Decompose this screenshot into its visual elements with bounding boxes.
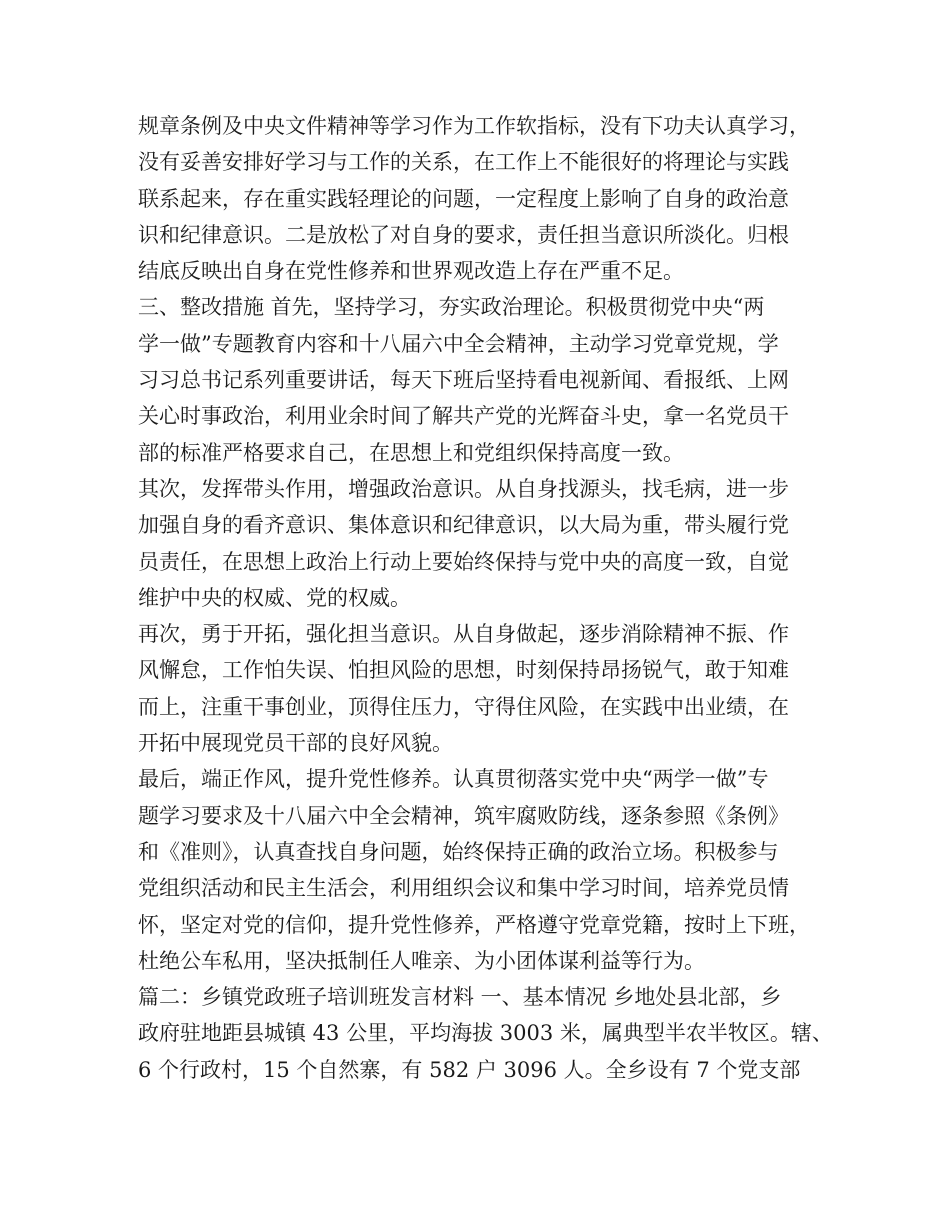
text-line: 关心时事政治，利用业余时间了解共产党的光辉奋斗史，拿一名党员干 — [138, 404, 789, 429]
text-line: 再次，勇于开拓，强化担当意识。从自身做起，逐步消除精神不振、作 — [138, 622, 789, 647]
text-line: 最后，端正作风，提升党性修养。认真贯彻落实党中央“两学一做”专 — [138, 767, 769, 792]
text-line: 没有妥善安排好学习与工作的关系，在工作上不能很好的将理论与实践 — [138, 150, 789, 175]
text-line: 风懈怠，工作怕失误、怕担风险的思想，时刻保持昂扬锐气，敢于知难 — [138, 658, 789, 683]
text-line: 篇二：乡镇党政班子培训班发言材料 一、基本情况 乡地处县北部，乡 — [138, 985, 782, 1010]
text-line: 杜绝公车私用，坚决抵制任人唯亲、为小团体谋利益等行为。 — [138, 948, 705, 973]
text-line: 怀，坚定对党的信仰，提升党性修养，严格遵守党章党籍，按时上下班， — [138, 912, 810, 937]
text-line: 开拓中展现党员干部的良好风貌。 — [138, 731, 453, 756]
text-line: 联系起来，存在重实践轻理论的问题，一定程度上影响了自身的政治意 — [138, 186, 789, 211]
text-line: 题学习要求及十八届六中全会精神，筑牢腐败防线，逐条参照《条例》 — [138, 803, 789, 828]
text-line: 维护中央的权威、党的权威。 — [138, 585, 411, 610]
text-line: 和《准则》，认真查找自身问题，始终保持正确的政治立场。积极参与 — [138, 839, 779, 864]
text-line: 加强自身的看齐意识、集体意识和纪律意识，以大局为重，带头履行党 — [138, 513, 789, 538]
text-line: 员责任，在思想上政治上行动上要始终保持与党中央的高度一致，自觉 — [138, 549, 789, 574]
text-line: 政府驻地距县城镇 43 公里，平均海拔 3003 米，属典型半农半牧区。辖、 — [138, 1021, 833, 1046]
text-line: 习习总书记系列重要讲话，每天下班后坚持看电视新闻、看报纸、上网 — [138, 368, 789, 393]
text-line: 结底反映出自身在党性修养和世界观改造上存在严重不足。 — [138, 259, 684, 284]
text-line: 其次，发挥带头作用，增强政治意识。从自身找源头，找毛病，进一步 — [138, 476, 789, 501]
text-line: 6 个行政村，15 个自然寨，有 582 户 3096 人。全乡设有 7 个党支部 — [138, 1057, 801, 1082]
text-line: 党组织活动和民主生活会，利用组织会议和集中学习时间，培养党员情 — [138, 876, 789, 901]
text-line: 规章条例及中央文件精神等学习作为工作软指标，没有下功夫认真学习， — [138, 114, 810, 138]
text-line: 而上，注重干事创业，顶得住压力，守得住风险，在实践中出业绩，在 — [138, 694, 789, 719]
text-line: 部的标准严格要求自己，在思想上和党组织保持高度一致。 — [138, 440, 684, 465]
text-line: 识和纪律意识。二是放松了对自身的要求，责任担当意识所淡化。归根 — [138, 222, 789, 247]
body-text — [138, 108, 833, 1088]
text-line: 学一做”专题教育内容和十八届六中全会精神，主动学习党章党规，学 — [138, 331, 779, 356]
text-line: 三、整改措施 首先，坚持学习，夯实政治理论。积极贯彻党中央“两 — [138, 295, 765, 320]
